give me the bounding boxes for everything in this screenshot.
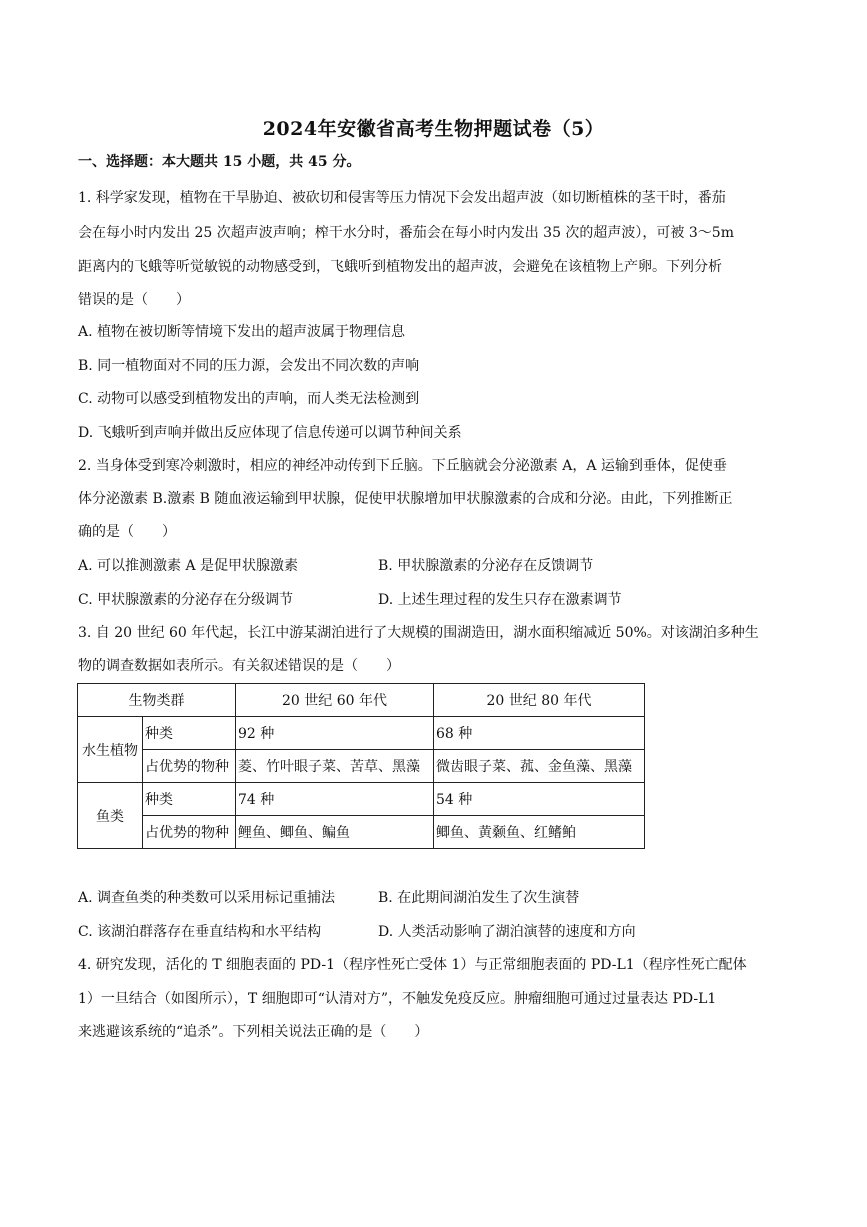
q2-option-b: B. 甲状腺激素的分泌存在反馈调节 [378, 558, 594, 574]
q3-option-a: A. 调查鱼类的种类数可以采用标记重捕法 [78, 890, 336, 906]
table-group-cell: 鱼类 [78, 783, 143, 849]
table-cell: 鲤鱼、鲫鱼、鳊鱼 [236, 816, 434, 849]
page-title: 2024年安徽省高考生物押题试卷（5） [262, 118, 605, 140]
table-cell: 微齿眼子菜、菰、金鱼藻、黑藻 [434, 750, 645, 783]
q2-option-d: D. 上述生理过程的发生只存在激素调节 [378, 592, 622, 608]
q3-option-d: D. 人类活动影响了湖泊演替的速度和方向 [378, 924, 636, 940]
q3-option-c: C. 该湖泊群落存在垂直结构和水平结构 [78, 924, 322, 940]
table-cell: 54 种 [434, 783, 645, 816]
q1-option-b: B. 同一植物面对不同的压力源，会发出不同次数的声响 [78, 358, 420, 374]
q2-stem-line-2: 体分泌激素 B.激素 B 随血液运输到甲状腺，促使甲状腺增加甲状腺激素的合成和分泌。由此，下列推断正 [78, 491, 733, 507]
table-cell: 种类 [143, 783, 236, 816]
q4-stem-line-2: 1）一旦结合（如图所示），T 细胞即可“认清对方”，不触发免疫反应。肿瘤细胞可通过过量表达 PD-L1 [78, 991, 717, 1007]
table-cell: 种类 [143, 717, 236, 750]
q4-stem-line-3: 来逃避该系统的“追杀”。下列相关说法正确的是（ ） [78, 1024, 429, 1040]
table-cell: 占优势的物种 [143, 750, 236, 783]
q1-option-a: A. 植物在被切断等情境下发出的超声波属于物理信息 [78, 324, 406, 340]
q3-stem-line-1: 3. 自 20 世纪 60 年代起，长江中游某湖泊进行了大规模的围湖造田，湖水面积缩减近 50%。对该湖泊多种生 [78, 625, 759, 641]
q2-stem-line-1: 2. 当身体受到寒冷刺激时，相应的神经冲动传到下丘脑。下丘脑就会分泌激素 A，A 运输到垂体，促使垂 [78, 458, 727, 474]
q1-stem-line-1: 1. 科学家发现，植物在干旱胁迫、被砍切和侵害等压力情况下会发出超声波（如切断植株的茎干时，番茄 [78, 190, 726, 206]
q1-stem-line-2: 会在每小时内发出 25 次超声波声响；榨干水分时，番茄会在每小时内发出 35 次的超声波），可被 3～5m [78, 225, 734, 241]
q1-option-c: C. 动物可以感受到植物发出的声响，而人类无法检测到 [78, 391, 420, 407]
table-cell: 占优势的物种 [143, 816, 236, 849]
table-cell: 菱、竹叶眼子菜、苦草、黑藻 [236, 750, 434, 783]
table-cell: 92 种 [236, 717, 434, 750]
table-header-cell: 20 世纪 60 年代 [236, 684, 434, 717]
q4-stem-line-1: 4. 研究发现，活化的 T 细胞表面的 PD-1（程序性死亡受体 1）与正常细胞表面的 PD-L1（程序性死亡配体 [78, 957, 747, 973]
section-heading: 一、选择题：本大题共 15 小题，共 45 分。 [78, 154, 361, 170]
table-header-cell: 20 世纪 80 年代 [434, 684, 645, 717]
table-header-row [78, 684, 645, 717]
q2-stem-line-3: 确的是（ ） [78, 524, 176, 540]
q1-option-d: D. 飞蛾听到声响并做出反应体现了信息传递可以调节种间关系 [78, 425, 462, 441]
table-row [78, 783, 645, 816]
table-header-cell: 生物类群 [78, 684, 236, 717]
q1-stem-line-3: 距离内的飞蛾等听觉敏锐的动物感受到，飞蛾听到植物发出的超声波，会避免在该植物上产卵。下列分析 [78, 259, 722, 275]
survey-table [77, 683, 645, 849]
q1-stem-line-4: 错误的是（ ） [78, 292, 190, 308]
table-group-cell: 水生植物 [78, 717, 143, 783]
table-row [78, 750, 645, 783]
table-row [78, 717, 645, 750]
table-cell: 74 种 [236, 783, 434, 816]
q3-stem-line-2: 物的调查数据如表所示。有关叙述错误的是（ ） [78, 658, 400, 674]
q2-option-a: A. 可以推测激素 A 是促甲状腺激素 [78, 558, 299, 574]
table-row [78, 816, 645, 849]
table-cell: 鲫鱼、黄颡鱼、红鳍鲌 [434, 816, 645, 849]
table-cell: 68 种 [434, 717, 645, 750]
q3-option-b: B. 在此期间湖泊发生了次生演替 [378, 890, 580, 906]
q2-option-c: C. 甲状腺激素的分泌存在分级调节 [78, 592, 294, 608]
